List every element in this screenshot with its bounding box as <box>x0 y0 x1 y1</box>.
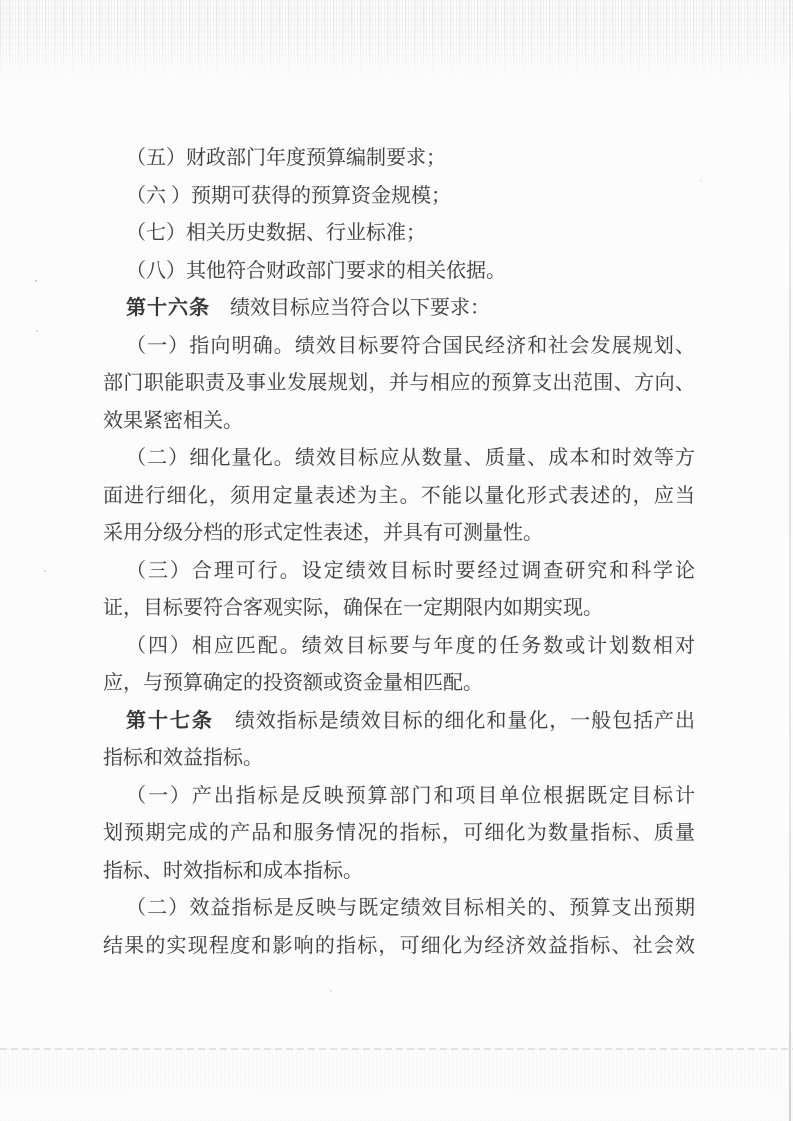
text-line: （一）指向明确。绩效目标要符合国民经济和社会发展规划、 <box>126 334 695 357</box>
text-line: 部门职能职责及事业发展规划，并与相应的预算支出范围、方向、 <box>103 372 695 394</box>
scan-noise-bottom <box>0 1030 793 1121</box>
text-line: （六 ）预期可获得的预算资金规模； <box>126 184 451 207</box>
text-line: 采用分级分档的形式定性表述，并具有可测量性。 <box>103 522 543 544</box>
scan-speckles <box>0 0 2 2</box>
text-line: 指标和效益指标。 <box>103 747 263 769</box>
document-body <box>103 140 695 965</box>
text-line: 第十六条 绩效目标应当符合以下要求： <box>126 297 490 319</box>
text-line: （二）细化量化。绩效目标应从数量、质量、成本和时效等方 <box>126 447 695 469</box>
text-line: 应，与预算确定的投资额或资金量相匹配。 <box>103 672 483 694</box>
scan-artifact-horizontal-line <box>0 1048 793 1050</box>
text-line: 效果紧密相关。 <box>103 409 243 432</box>
text-line: （三）合理可行。设定绩效目标时要经过调查研究和科学论 <box>126 559 695 582</box>
text-line: 面进行细化，须用定量表述为主。不能以量化形式表述的，应当 <box>103 484 695 507</box>
text-line: （二）效益指标是反映与既定绩效目标相关的、预算支出预期 <box>126 897 695 919</box>
text-line: 结果的实现程度和影响的指标，可细化为经济效益指标、社会效 <box>103 934 695 957</box>
text-line: 划预期完成的产品和服务情况的指标，可细化为数量指标、质量 <box>103 822 695 844</box>
text-line: （五）财政部门年度预算编制要求； <box>126 147 446 169</box>
text-line: 指标、时效指标和成本指标。 <box>103 859 363 882</box>
text-line: 第十七条 绩效指标是绩效目标的细化和量化，一般包括产出 <box>126 709 696 732</box>
text-line: 证，目标要符合客观实际，确保在一定期限内如期实现。 <box>103 597 603 619</box>
text-line: （七）相关历史数据、行业标准； <box>126 222 426 244</box>
text-line: （四）相应匹配。绩效目标要与年度的任务数或计划数相对 <box>126 634 695 657</box>
text-line: （一）产出指标是反映预算部门和项目单位根据既定目标计 <box>126 784 695 807</box>
article-number: 第十六条 <box>126 297 210 319</box>
scan-noise-top <box>0 0 793 84</box>
article-number: 第十七条 <box>126 709 214 732</box>
scan-artifact-right-edge <box>789 0 791 1121</box>
text-line: （八）其他符合财政部门要求的相关依据。 <box>126 259 506 282</box>
